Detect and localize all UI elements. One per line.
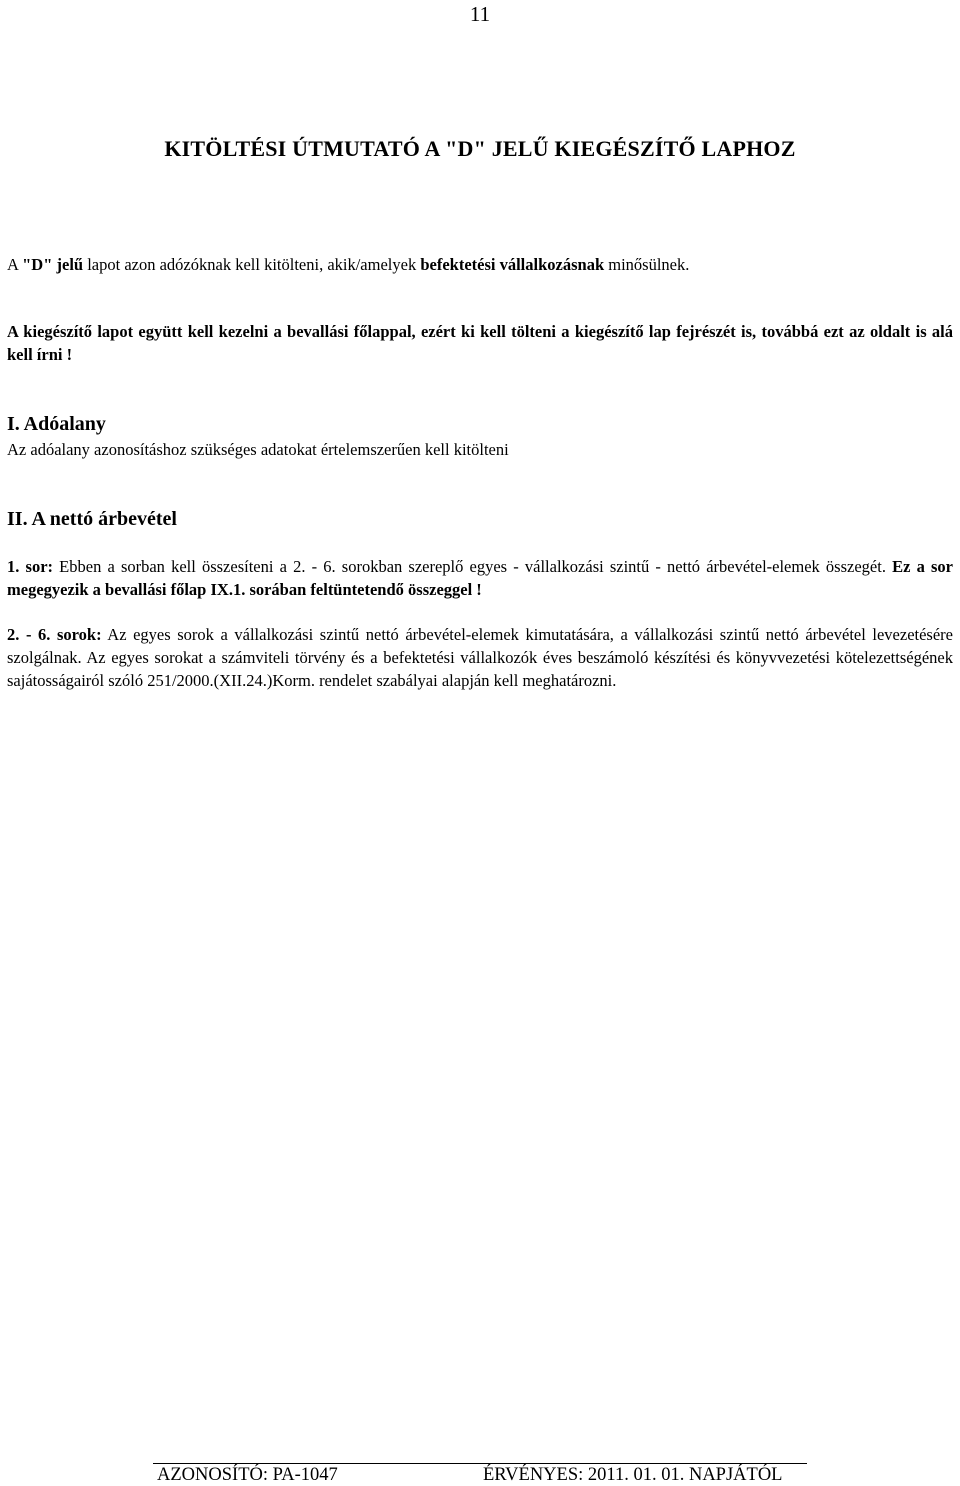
footer-validity: ÉRVÉNYES: 2011. 01. 01. NAPJÁTÓL	[483, 1465, 783, 1485]
footer-divider	[153, 1463, 807, 1464]
rows-2-6-label: 2. - 6. sorok:	[7, 625, 102, 644]
document-title: KITÖLTÉSI ÚTMUTATÓ A "D" JELŰ KIEGÉSZÍTŐ LAPHOZ	[164, 136, 796, 161]
section-1-heading: I. Adóalany	[7, 413, 106, 435]
row-1-label: 1. sor:	[7, 557, 54, 576]
rows-2-6-text: Az egyes sorok a vállalkozási szintű nettó árbevétel-elemek kimutatására, a vállalkozási szintű nettó árbevétel levezetésére szolgálnak. Az egyes sorokat a számviteli törvény és a befektetési vállalkozók éves beszámoló készítési és könyvvezetési kötelezettségének sajátosságairól szóló 251/2000.(XII.24.)Korm. rendelet szabályai alapján kell meghatározni.	[7, 625, 953, 690]
section-1-text: Az adóalany azonosításhoz szükséges adatokat értelemszerűen kell kitölteni	[7, 440, 509, 459]
intro-paragraph	[7, 253, 953, 276]
intro-d-form: "D" jelű	[22, 255, 84, 274]
section-2-heading: II. A nettó árbevétel	[7, 508, 177, 530]
row-1-paragraph	[7, 555, 953, 601]
page-number: 11	[469, 2, 491, 26]
row-1-text: Ebben a sorban kell összesíteni a 2. - 6. sorokban szereplő egyes - vállalkozási szintű - nettó árbevétel-elemek összegét.	[53, 557, 893, 576]
rows-2-6-paragraph	[7, 623, 953, 692]
intro-investment-company: befektetési vállalkozásnak	[420, 255, 605, 274]
intro-text-1: A	[7, 255, 23, 274]
intro-text-3: minősülnek.	[604, 255, 690, 274]
row-1-bold-text: Ez a sor megegyezik a bevallási főlap IX.1. sorában feltüntetendő összeggel !	[7, 557, 953, 599]
footer-id: AZONOSÍTÓ: PA-1047	[157, 1465, 338, 1485]
notice-paragraph: A kiegészítő lapot együtt kell kezelni a bevallási főlappal, ezért ki kell tölteni a kiegészítő lap fejrészét is, továbbá ezt az oldalt is alá kell írni !	[7, 322, 953, 364]
intro-text-2: lapot azon adózóknak kell kitölteni, akik/amelyek	[83, 255, 421, 274]
